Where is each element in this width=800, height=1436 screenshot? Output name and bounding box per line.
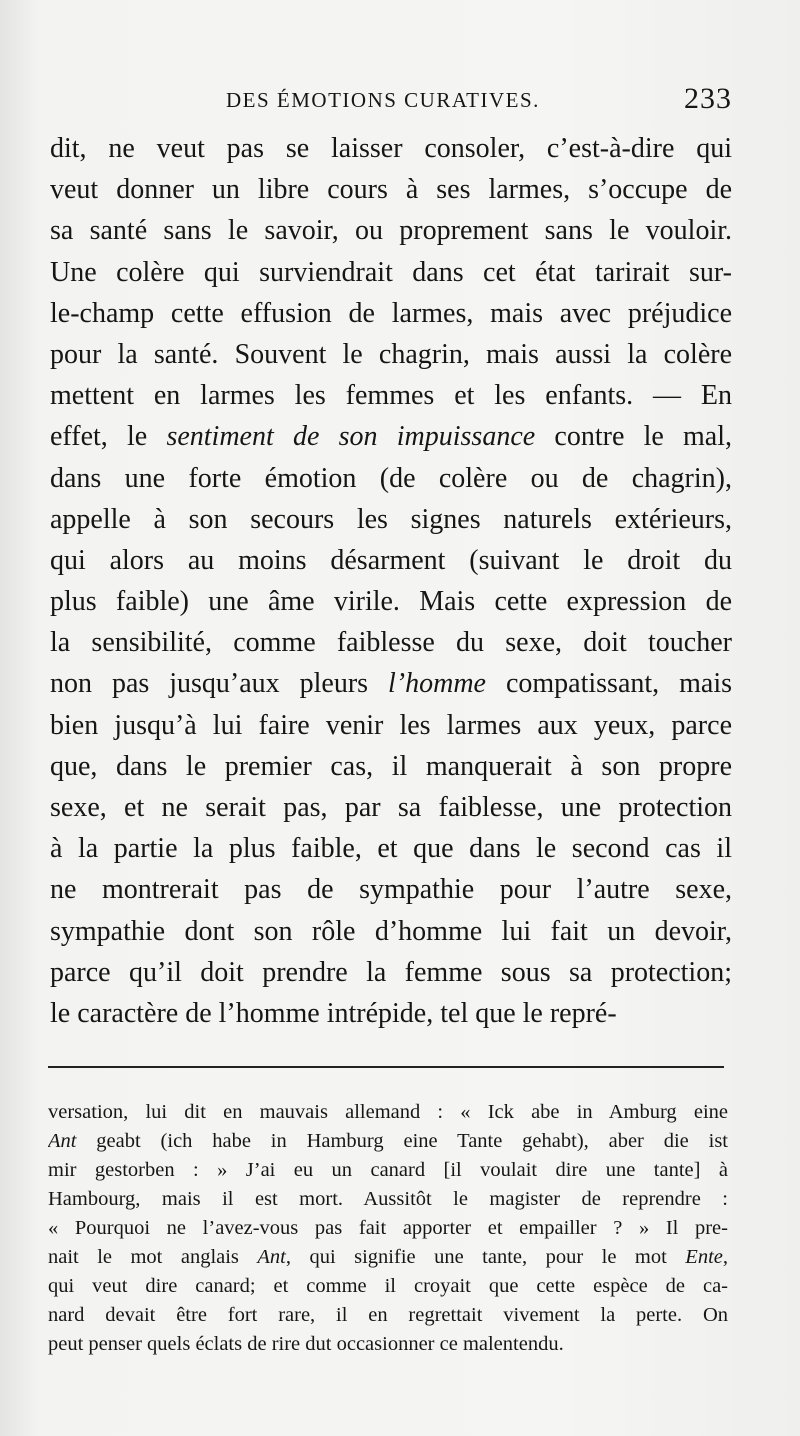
- italic-text: Ente: [685, 1246, 723, 1268]
- text-line: [50, 869, 732, 910]
- footnote-separator: [48, 1066, 724, 1068]
- text-segment: dans une forte émotion (de colère ou de chagrin),: [50, 462, 732, 494]
- text-segment: dit, ne veut pas se laisser consoler, c’est-à-dire qui: [50, 133, 732, 164]
- footnote-line: [48, 1098, 728, 1127]
- text-segment: compatissant, mais: [486, 668, 732, 700]
- text-line: [50, 458, 732, 499]
- footnote-line: [48, 1156, 728, 1185]
- text-line: [50, 828, 732, 869]
- text-segment: Hambourg, mais il est mort. Aussitôt le magister de reprendre :: [48, 1188, 728, 1210]
- text-line: [50, 375, 732, 416]
- footnote-line: [48, 1185, 728, 1214]
- text-segment: qui alors au moins désarment (suivant le droit du: [50, 544, 732, 576]
- text-line: [50, 581, 732, 622]
- text-segment: à la partie la plus faible, et que dans le second cas il: [50, 833, 732, 865]
- text-segment: sexe, et ne serait pas, par sa faiblesse, une protection: [50, 792, 732, 823]
- text-segment: ,: [722, 1246, 728, 1268]
- main-text: [50, 128, 732, 1034]
- text-segment: « Pourquoi ne l’avez-vous pas fait apporter et empailler ? » Il pre-: [48, 1217, 728, 1239]
- text-line: [50, 334, 732, 375]
- page-number: 233: [684, 82, 732, 115]
- text-segment: sympathie dont son rôle d’homme lui fait un devoir,: [50, 915, 732, 947]
- running-head: DES ÉMOTIONS CURATIVES.: [226, 88, 540, 112]
- text-line: [50, 622, 732, 663]
- text-segment: le caractère de l’homme intrépide, tel que le repré-: [50, 997, 617, 1029]
- text-line: [50, 499, 732, 540]
- text-segment: peut penser quels éclats de rire dut occasionner ce malentendu.: [48, 1333, 564, 1355]
- text-line: [50, 705, 732, 746]
- text-segment: nait le mot anglais: [48, 1246, 258, 1268]
- footnote-line: [48, 1301, 728, 1330]
- text-segment: versation, lui dit en mauvais allemand : « Ick abe in Amburg eine: [48, 1101, 728, 1123]
- text-line: [50, 746, 732, 787]
- text-segment: , qui signifie une tante, pour le mot: [285, 1246, 686, 1268]
- page-header: [50, 82, 738, 122]
- text-line: [50, 293, 732, 334]
- footnote-line: [48, 1214, 728, 1243]
- text-line: [50, 252, 732, 293]
- text-segment: le-champ cette effusion de larmes, mais avec préjudice: [50, 297, 732, 329]
- italic-text: Ant: [48, 1130, 77, 1152]
- footnote-line: [48, 1330, 728, 1359]
- text-segment: parce qu’il doit prendre la femme sous sa protection;: [50, 956, 732, 988]
- text-segment: qui veut dire canard; et comme il croyait que cette espèce de ca-: [48, 1275, 728, 1297]
- text-line: [50, 169, 732, 210]
- text-segment: veut donner un libre cours à ses larmes, s’occupe de: [50, 174, 732, 206]
- footnote-line: [48, 1243, 728, 1272]
- italic-text: l’homme: [388, 668, 486, 700]
- text-segment: pour la santé. Souvent le chagrin, mais aussi la colère: [50, 338, 732, 370]
- text-segment: plus faible) une âme virile. Mais cette expression de: [50, 586, 732, 618]
- text-segment: bien jusqu’à lui faire venir les larmes aux yeux, parce: [50, 709, 732, 741]
- text-segment: nard devait être fort rare, il en regrettait vivement la perte. On: [48, 1304, 728, 1326]
- text-line: [50, 540, 732, 581]
- text-segment: mir gestorben : » J’ai eu un canard [il voulait dire une tante] à: [48, 1159, 728, 1181]
- footnote-line: [48, 1272, 728, 1301]
- text-segment: la sensibilité, comme faiblesse du sexe, doit toucher: [50, 627, 732, 659]
- footnote: [48, 1098, 728, 1359]
- text-line: [50, 416, 732, 457]
- text-segment: ne montrerait pas de sympathie pour l’autre sexe,: [50, 874, 732, 906]
- text-segment: contre le mal,: [535, 421, 732, 453]
- text-segment: mettent en larmes les femmes et les enfants. — En: [50, 380, 732, 412]
- text-segment: appelle à son secours les signes naturels extérieurs,: [50, 503, 732, 535]
- text-segment: effet, le: [50, 421, 167, 453]
- text-segment: que, dans le premier cas, il manquerait à son propre: [50, 750, 732, 782]
- italic-text: Ant: [257, 1246, 286, 1268]
- text-segment: geabt (ich habe in Hamburg eine Tante gehabt), aber die ist: [76, 1130, 728, 1152]
- text-line: [50, 787, 732, 828]
- text-line: [50, 993, 732, 1034]
- text-line: [50, 911, 732, 952]
- footnote-line: [48, 1127, 728, 1156]
- text-segment: non pas jusqu’aux pleurs: [50, 668, 389, 700]
- text-segment: sa santé sans le savoir, ou proprement sans le vouloir.: [50, 215, 732, 247]
- text-line: [50, 663, 732, 704]
- text-line: [50, 210, 732, 251]
- italic-text: sentiment de son impuissance: [166, 421, 536, 453]
- text-segment: Une colère qui surviendrait dans cet état tarirait sur-: [50, 256, 732, 288]
- text-line: [50, 128, 732, 169]
- text-line: [50, 952, 732, 993]
